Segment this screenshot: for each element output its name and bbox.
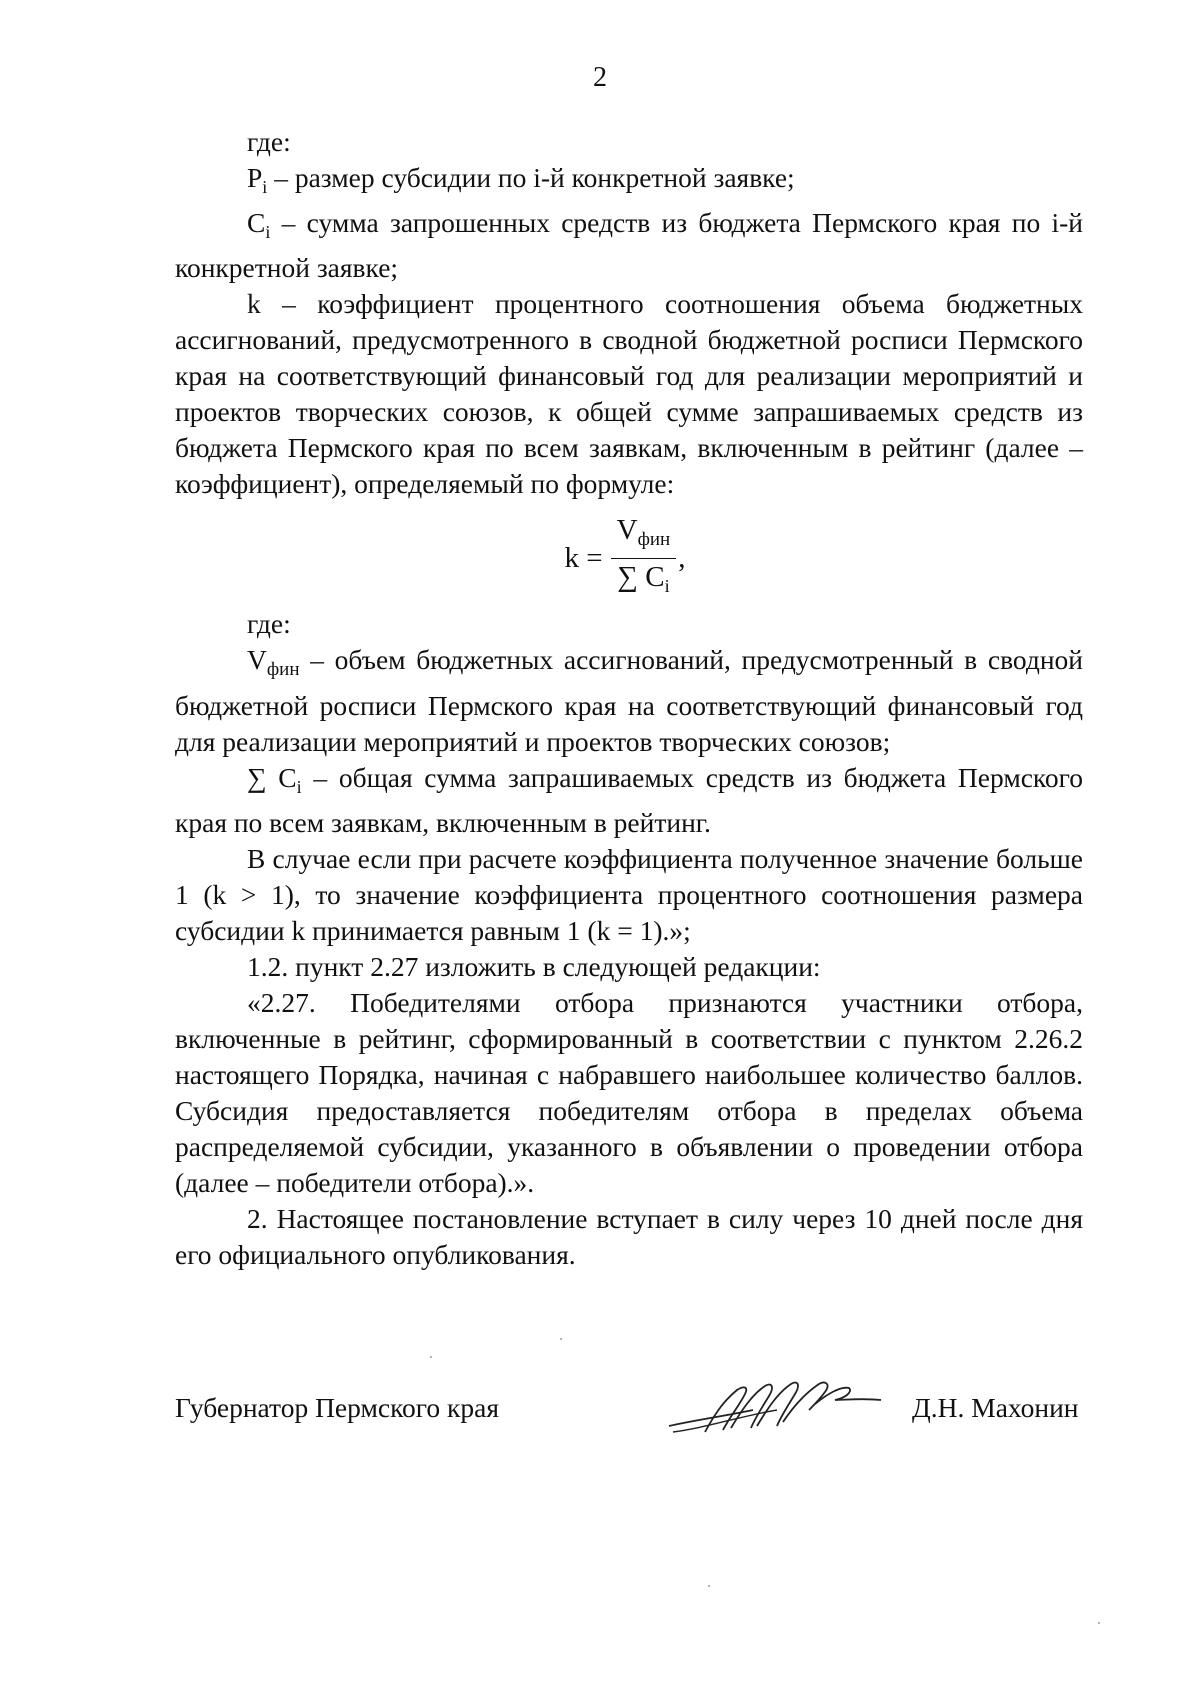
pi-text: – размер субсидии по i-й конкретной заявке; bbox=[267, 162, 795, 193]
pi-subscript: i bbox=[262, 177, 268, 197]
vfin-text: – объем бюджетных ассигнований, предусмотренный в сводной бюджетной росписи Пермского края на соответствующий финансовый год для реализации мероприятий и проектов творческих союзов; bbox=[175, 644, 1083, 757]
handwritten-signature bbox=[665, 1370, 885, 1440]
signatory-name: Д.Н. Махонин bbox=[912, 1392, 1079, 1423]
text-block-bottom bbox=[175, 606, 1083, 1273]
paragraph-1-2: 1.2. пункт 2.27 изложить в следующей редакции: bbox=[247, 951, 821, 982]
denominator-subscript: i bbox=[664, 576, 670, 596]
formula-numerator bbox=[611, 514, 677, 559]
paragraph-case: В случае если при расчете коэффициента полученное значение больше 1 (k > 1), то значение коэффициента процентного соотношения размера субсидии k принимается равным 1 (k = 1).»; bbox=[175, 843, 1083, 946]
denominator-symbol: ∑ C bbox=[617, 561, 665, 593]
formula-trail: , bbox=[678, 541, 686, 574]
paragraph-vfin bbox=[175, 642, 1083, 760]
ci-text: – сумма запрошенных средств из бюджета Пермского края по i-й конкретной заявке; bbox=[175, 207, 1083, 283]
sumci-text: – общая сумма запрашиваемых средств из бюджета Пермского края по всем заявкам, включенным в рейтинг. bbox=[175, 762, 1083, 838]
paragraph-2-27: «2.27. Победителями отбора признаются участники отбора, включенные в рейтинг, сформированный в соответствии с пунктом 2.26.2 настоящего Порядка, начиная с набравшего наибольшее количество баллов. Субсидия предоставляется победителям отбора в пределах объема распределяемой субсидии, указанного в объявлении о проведении отбора (далее – победители отбора).». bbox=[175, 987, 1083, 1198]
formula bbox=[0, 514, 1200, 602]
signatory-position: Губернатор Пермского края bbox=[175, 1392, 499, 1423]
ci-subscript: i bbox=[265, 222, 271, 242]
text-block-top bbox=[175, 124, 1083, 502]
vfin-subscript: фин bbox=[266, 659, 300, 680]
paragraph-where: где: bbox=[247, 126, 291, 157]
paragraph-2: 2. Настоящее постановление вступает в силу через 10 дней после дня его официального опубликования. bbox=[175, 1203, 1083, 1270]
formula-denominator bbox=[617, 559, 669, 602]
paragraph-where-2: где: bbox=[247, 608, 291, 639]
scan-speck bbox=[1098, 1622, 1100, 1624]
paragraph-sumci bbox=[175, 760, 1083, 841]
formula-fraction bbox=[611, 514, 677, 602]
vfin-symbol: V bbox=[247, 644, 267, 675]
numerator-subscript: фин bbox=[637, 529, 671, 550]
pi-symbol: P bbox=[247, 162, 263, 193]
sumci-subscript: i bbox=[296, 777, 302, 797]
page-number: 2 bbox=[593, 62, 607, 93]
formula-lhs: k = bbox=[564, 541, 603, 574]
scan-speck bbox=[430, 1356, 432, 1358]
ci-symbol: C bbox=[247, 207, 266, 238]
scan-speck bbox=[560, 1338, 562, 1340]
scan-speck bbox=[708, 1585, 710, 1587]
paragraph-ci bbox=[175, 205, 1083, 286]
paragraph-k: k – коэффициент процентного соотношения объема бюджетных ассигнований, предусмотренного в сводной бюджетной росписи Пермского края на соответствующий финансовый год для реализации мероприятий и проектов творческих союзов, к общей сумме запрашиваемых средств из бюджета Пермского края по всем заявкам, включенным в рейтинг (далее – коэффициент), определяемый по формуле: bbox=[175, 288, 1083, 499]
sumci-symbol: ∑ C bbox=[247, 762, 297, 793]
paragraph-pi bbox=[175, 160, 1083, 205]
numerator-symbol: V bbox=[616, 514, 638, 546]
